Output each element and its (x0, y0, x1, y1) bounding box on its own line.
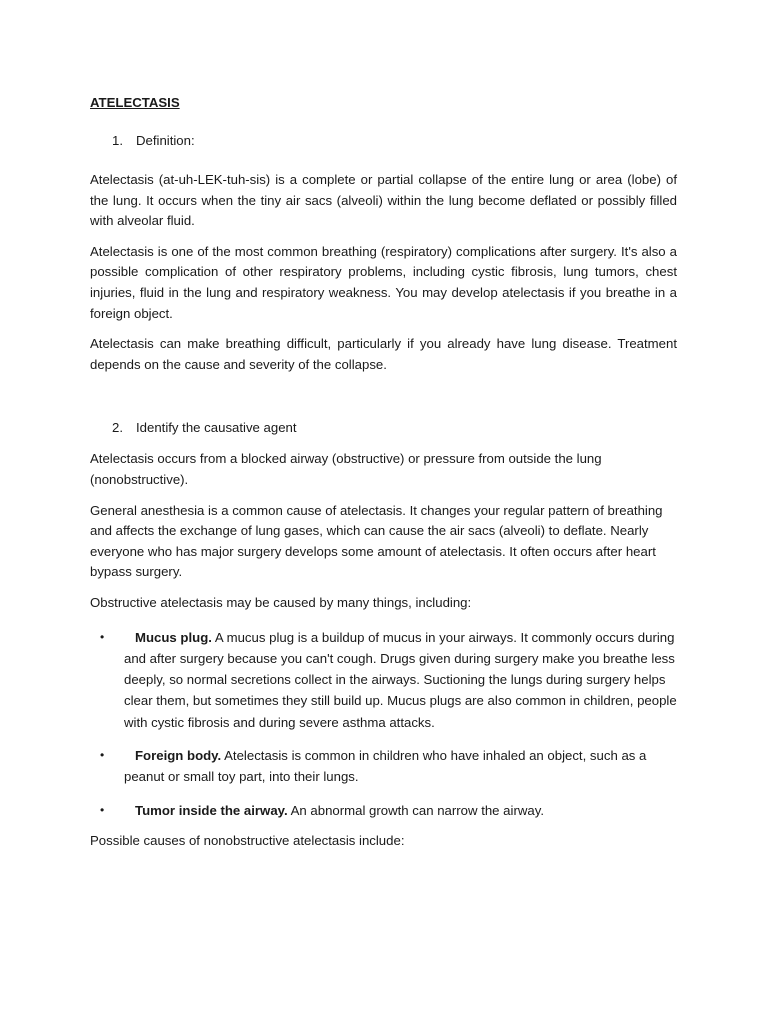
section-heading-text: Definition: (136, 133, 195, 148)
paragraph: Possible causes of nonobstructive atelectasis include: (90, 832, 405, 848)
paragraph: Obstructive atelectasis may be caused by many things, including: (90, 594, 472, 610)
paragraph: Atelectasis (at-uh-LEK-tuh-sis) is a complete or partial collapse of the entire lung or area (lobe) of the lung. It occurs when the tiny air sacs (alveoli) within the lung become deflated or possibly filled with alveolar fluid. (90, 172, 677, 229)
section-number: 2. (112, 420, 123, 436)
paragraph: Atelectasis is one of the most common breathing (respiratory) complications after surgery. It's also a possible complication of other respiratory problems, including cystic fibrosis, lung tumors, chest injuries, fluid in the lung and respiratory weakness. You may develop atelectasis if you breathe in a foreign object. (90, 243, 677, 321)
list-item-term: Mucus plug. (135, 629, 212, 645)
paragraph: Atelectasis can make breathing difficult, particularly if you already have lung disease. Treatment depends on the cause and severity of the collapse. (90, 336, 677, 372)
list-item-description: An abnormal growth can narrow the airway. (287, 802, 544, 818)
section-number: 1. (112, 133, 123, 148)
bullet-marker: • (100, 802, 105, 817)
list-item-text (124, 800, 677, 821)
bullet-marker: • (100, 629, 105, 644)
list-item-text (124, 627, 677, 733)
list-item-term: Foreign body. (135, 747, 222, 763)
paragraph: General anesthesia is a common cause of atelectasis. It changes your regular pattern of breathing and affects the exchange of lung gases, which can cause the air sacs (alveoli) to deflate. Nearly everyone who has major surgery develops some amount of atelectasis. It often occurs after heart bypass surgery. (90, 502, 663, 580)
list-item-description: Atelectasis is common in children who have inhaled an object, such as a peanut or small toy part, into their lungs. (124, 747, 647, 785)
obstructive-causes-list (90, 627, 677, 821)
list-item-text (124, 745, 677, 788)
section-heading-causative-agent (90, 419, 677, 437)
list-item (90, 745, 677, 788)
list-item (90, 627, 677, 733)
section-heading-text: Identify the causative agent (136, 420, 297, 436)
list-item-description: A mucus plug is a buildup of mucus in your airways. It commonly occurs during and after surgery because you can't cough. Drugs given during surgery make you breathe less deeply, so normal secretions collect in the airways. Suctioning the lungs during surgery helps clear them, but sometimes they still build up. Mucus plugs are also common in children, people with cystic fibrosis and during severe asthma attacks. (124, 629, 677, 730)
section-heading-definition (90, 132, 677, 150)
document-title: ATELECTASIS (90, 95, 180, 110)
bullet-marker: • (100, 747, 105, 762)
paragraph: Atelectasis occurs from a blocked airway (obstructive) or pressure from outside the lung (nonobstructive). (90, 451, 602, 487)
document-page (90, 94, 677, 851)
list-item (90, 800, 677, 821)
list-item-term: Tumor inside the airway. (135, 802, 288, 818)
